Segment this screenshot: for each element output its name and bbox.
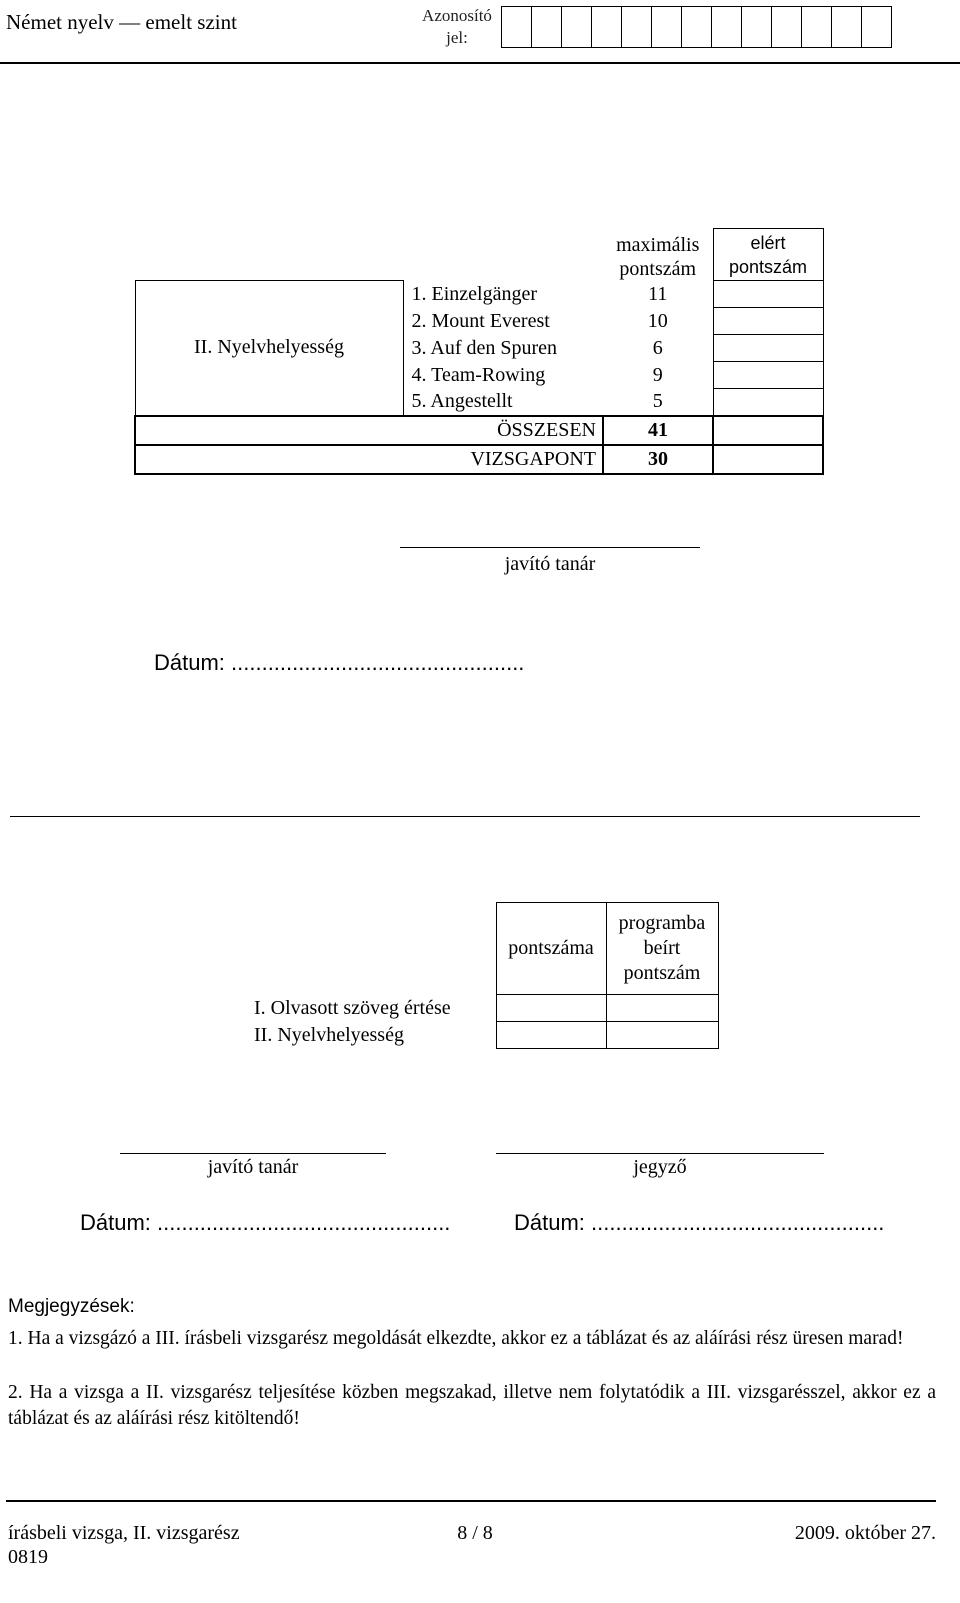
footer-rule (6, 1500, 936, 1502)
signature-role: javító tanár (504, 553, 596, 575)
footer-date: 2009. október 27. (794, 1522, 936, 1544)
col-header-max-l2: pontszám (619, 257, 697, 280)
item-label: 1. Einzelgänger (411, 282, 537, 305)
item-max: 9 (652, 363, 663, 386)
row-label: I. Olvasott szöveg értése (254, 996, 451, 1019)
id-box[interactable] (711, 6, 742, 48)
id-box[interactable] (771, 6, 802, 48)
item-label: 4. Team-Rowing (411, 363, 546, 386)
section-name: II. Nyelvhelyesség (135, 281, 403, 416)
entered-input[interactable] (606, 1022, 718, 1049)
section-divider (10, 816, 920, 817)
id-box[interactable] (501, 6, 532, 48)
date-field[interactable]: Dátum: ................................................ (154, 650, 525, 675)
id-box[interactable] (621, 6, 652, 48)
exam-value: 30 (603, 445, 713, 474)
signature-line-left (120, 1153, 386, 1154)
col-header-points: pontszáma (496, 903, 606, 995)
exam-label: VIZSGAPONT (135, 445, 603, 474)
item-max: 6 (652, 336, 663, 359)
id-box[interactable] (831, 6, 862, 48)
col-header-entered (606, 903, 718, 995)
item-got-input[interactable] (713, 335, 823, 362)
date-field-left[interactable]: Dátum: ................................................ (80, 1210, 451, 1235)
id-box[interactable] (651, 6, 682, 48)
total-value: 41 (603, 416, 713, 445)
id-box[interactable] (861, 6, 892, 48)
footer-left: írásbeli vizsga, II. vizsgarész (8, 1522, 240, 1544)
points-input[interactable] (496, 1022, 606, 1049)
col-header-entered-l3: pontszám (623, 962, 701, 984)
item-got-input[interactable] (713, 308, 823, 335)
header-title: Német nyelv — emelt szint (6, 10, 237, 34)
entered-input[interactable] (606, 995, 718, 1022)
id-box[interactable] (741, 6, 772, 48)
signature-line (400, 547, 700, 548)
col-header-got-l2: pontszám (728, 256, 808, 277)
header-rule (0, 62, 960, 64)
signature-line-right (496, 1153, 824, 1154)
col-header-got (713, 229, 823, 281)
id-box[interactable] (801, 6, 832, 48)
id-box[interactable] (561, 6, 592, 48)
id-box[interactable] (591, 6, 622, 48)
score-table (134, 228, 824, 475)
col-header-got-l1: elért (750, 232, 786, 253)
item-max: 5 (652, 390, 663, 412)
program-table (254, 902, 719, 1049)
col-header-max (603, 229, 713, 281)
note-2: 2. Ha a vizsga a II. vizsgarész teljesítése közben megszakad, illetve nem folytatódik a III. vizsgarésszel, akkor ez a táblázat és az aláírási rész kitöltendő! (8, 1382, 936, 1429)
id-label-line1: Azonosító (422, 6, 492, 25)
footer-code: 0819 (8, 1546, 48, 1568)
signature-role-right: jegyző (633, 1156, 687, 1178)
id-boxes[interactable] (502, 6, 892, 48)
item-label: 3. Auf den Spuren (411, 336, 558, 359)
col-header-entered-l1: programba (618, 912, 706, 934)
col-header-entered-l2: beírt (643, 937, 681, 959)
signature-role-left: javító tanár (207, 1156, 299, 1178)
id-label-line2: jel: (446, 28, 468, 47)
total-label: ÖSSZESEN (135, 416, 603, 445)
exam-got-input[interactable] (713, 445, 823, 474)
item-max: 10 (647, 309, 668, 332)
item-got-input[interactable] (713, 389, 823, 416)
id-label (412, 5, 502, 49)
note-1: 1. Ha a vizsgázó a III. írásbeli vizsgarész megoldását elkezdte, akkor ez a táblázat és az aláírási rész üresen marad! (8, 1328, 904, 1349)
points-input[interactable] (496, 995, 606, 1022)
footer-page: 8 / 8 (457, 1522, 493, 1544)
item-label: 5. Angestellt (411, 390, 513, 412)
notes-title: Megjegyzések: (8, 1296, 135, 1317)
row-label: II. Nyelvhelyesség (254, 1023, 404, 1046)
item-got-input[interactable] (713, 281, 823, 308)
total-got-input[interactable] (713, 416, 823, 445)
col-header-max-l1: maximális (616, 233, 700, 256)
item-label: 2. Mount Everest (411, 309, 550, 332)
item-max: 11 (648, 282, 668, 305)
date-field-right[interactable]: Dátum: ................................................ (514, 1210, 885, 1235)
item-got-input[interactable] (713, 362, 823, 389)
id-box[interactable] (531, 6, 562, 48)
id-box[interactable] (681, 6, 712, 48)
